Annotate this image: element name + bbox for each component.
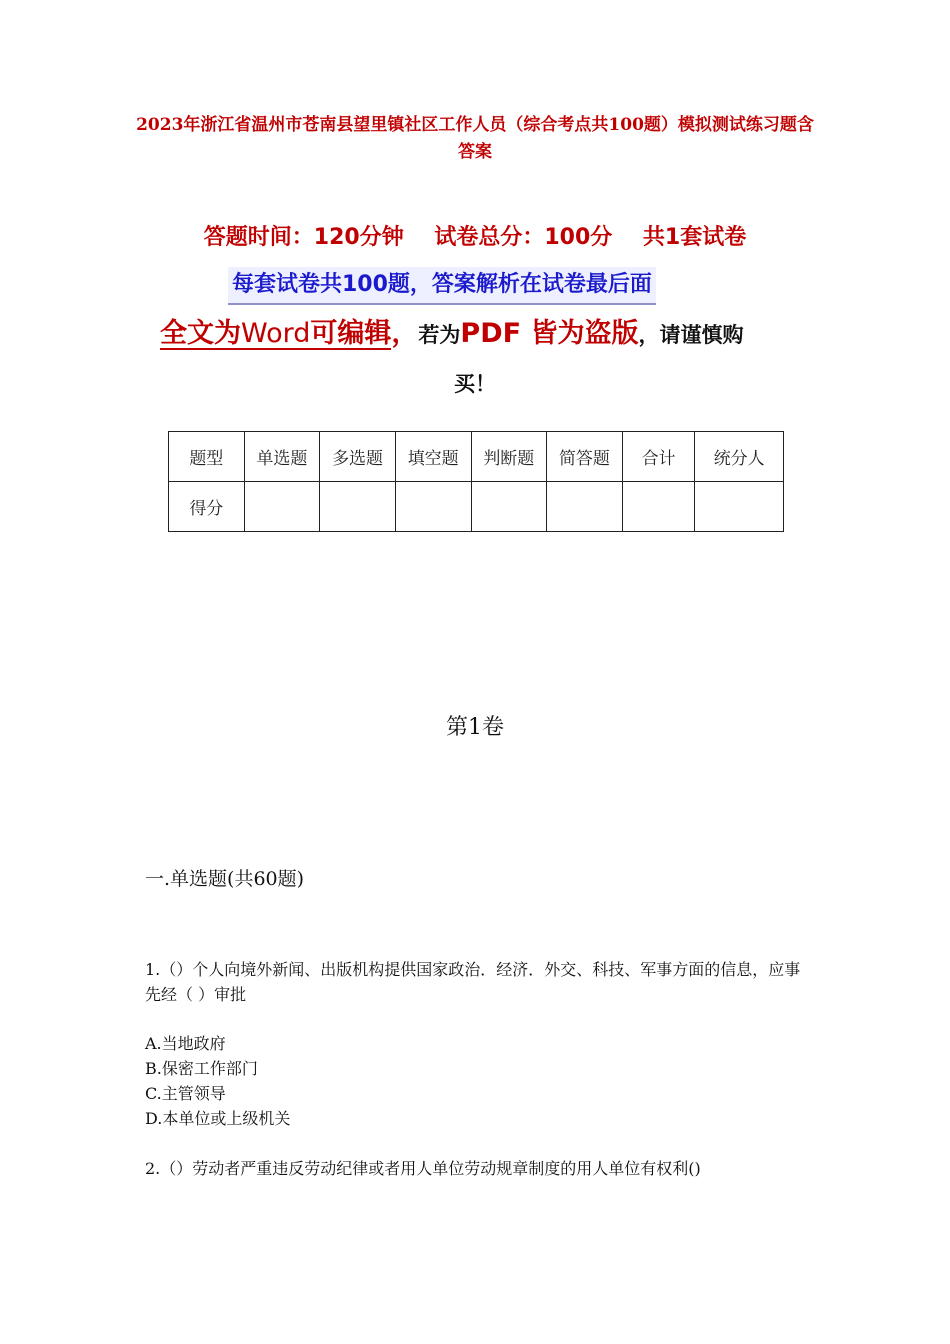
exam-time: 答题时间：120分钟 [203,225,404,250]
question-1-options [145,1031,815,1131]
editable-notice [160,318,392,350]
score-header-cell: 多选题 [320,432,396,482]
notice-text-3: 若为 [418,323,461,347]
notice-text-1: 全文为 [160,318,241,349]
score-cell [395,482,471,532]
score-cell [244,482,320,532]
score-header-cell: 单选题 [244,432,320,482]
question-2: 2.（）劳动者严重违反劳动纪律或者用人单位劳动规章制度的用人单位有权利() [145,1159,701,1178]
notice-comma-1: ， [391,318,419,349]
score-cell [547,482,623,532]
section-title: 一.单选题(共60题) [145,868,305,890]
score-table [168,431,784,532]
exam-set-count: 共1套试卷 [642,225,747,250]
score-header-cell: 统分人 [695,432,784,482]
score-cell [471,482,547,532]
option-c: C.主管领导 [145,1084,226,1103]
notice-word: Word [241,318,311,349]
exam-meta [0,220,950,251]
score-cell [622,482,695,532]
score-row-label: 得分 [169,482,245,532]
score-cell [320,482,396,532]
document-title: 2023年浙江省温州市苍南县望里镇社区工作人员（综合考点共100题）模拟测试练习题含答案 [136,115,814,162]
score-table-header-row [169,432,784,482]
copyright-notice [160,312,743,356]
notice-text-2: 可编辑 [310,318,392,349]
option-a: A.当地政府 [145,1034,226,1053]
score-header-cell: 题型 [169,432,245,482]
question-1: 1.（）个人向境外新闻、出版机构提供国家政治．经济．外交、科技、军事方面的信息，应事先经（ ）审批 [145,960,801,1004]
score-table-score-row [169,482,784,532]
option-b: B.保密工作部门 [145,1059,258,1078]
score-header-cell: 简答题 [547,432,623,482]
option-d: D.本单位或上级机关 [145,1109,291,1128]
score-header-cell: 判断题 [471,432,547,482]
notice-comma-2: ， [638,323,660,347]
exam-total-score: 试卷总分：100分 [434,225,613,250]
notice-pdf: PDF 皆为盗版 [460,318,639,349]
answer-location-banner: 每套试卷共100题，答案解析在试卷最后面 [228,267,656,305]
copyright-notice-end: 买！ [454,372,496,396]
score-header-cell: 填空题 [395,432,471,482]
notice-text-4: 请谨慎购 [659,323,744,347]
score-cell [695,482,784,532]
volume-title: 第1卷 [446,715,504,740]
score-header-cell: 合计 [622,432,695,482]
